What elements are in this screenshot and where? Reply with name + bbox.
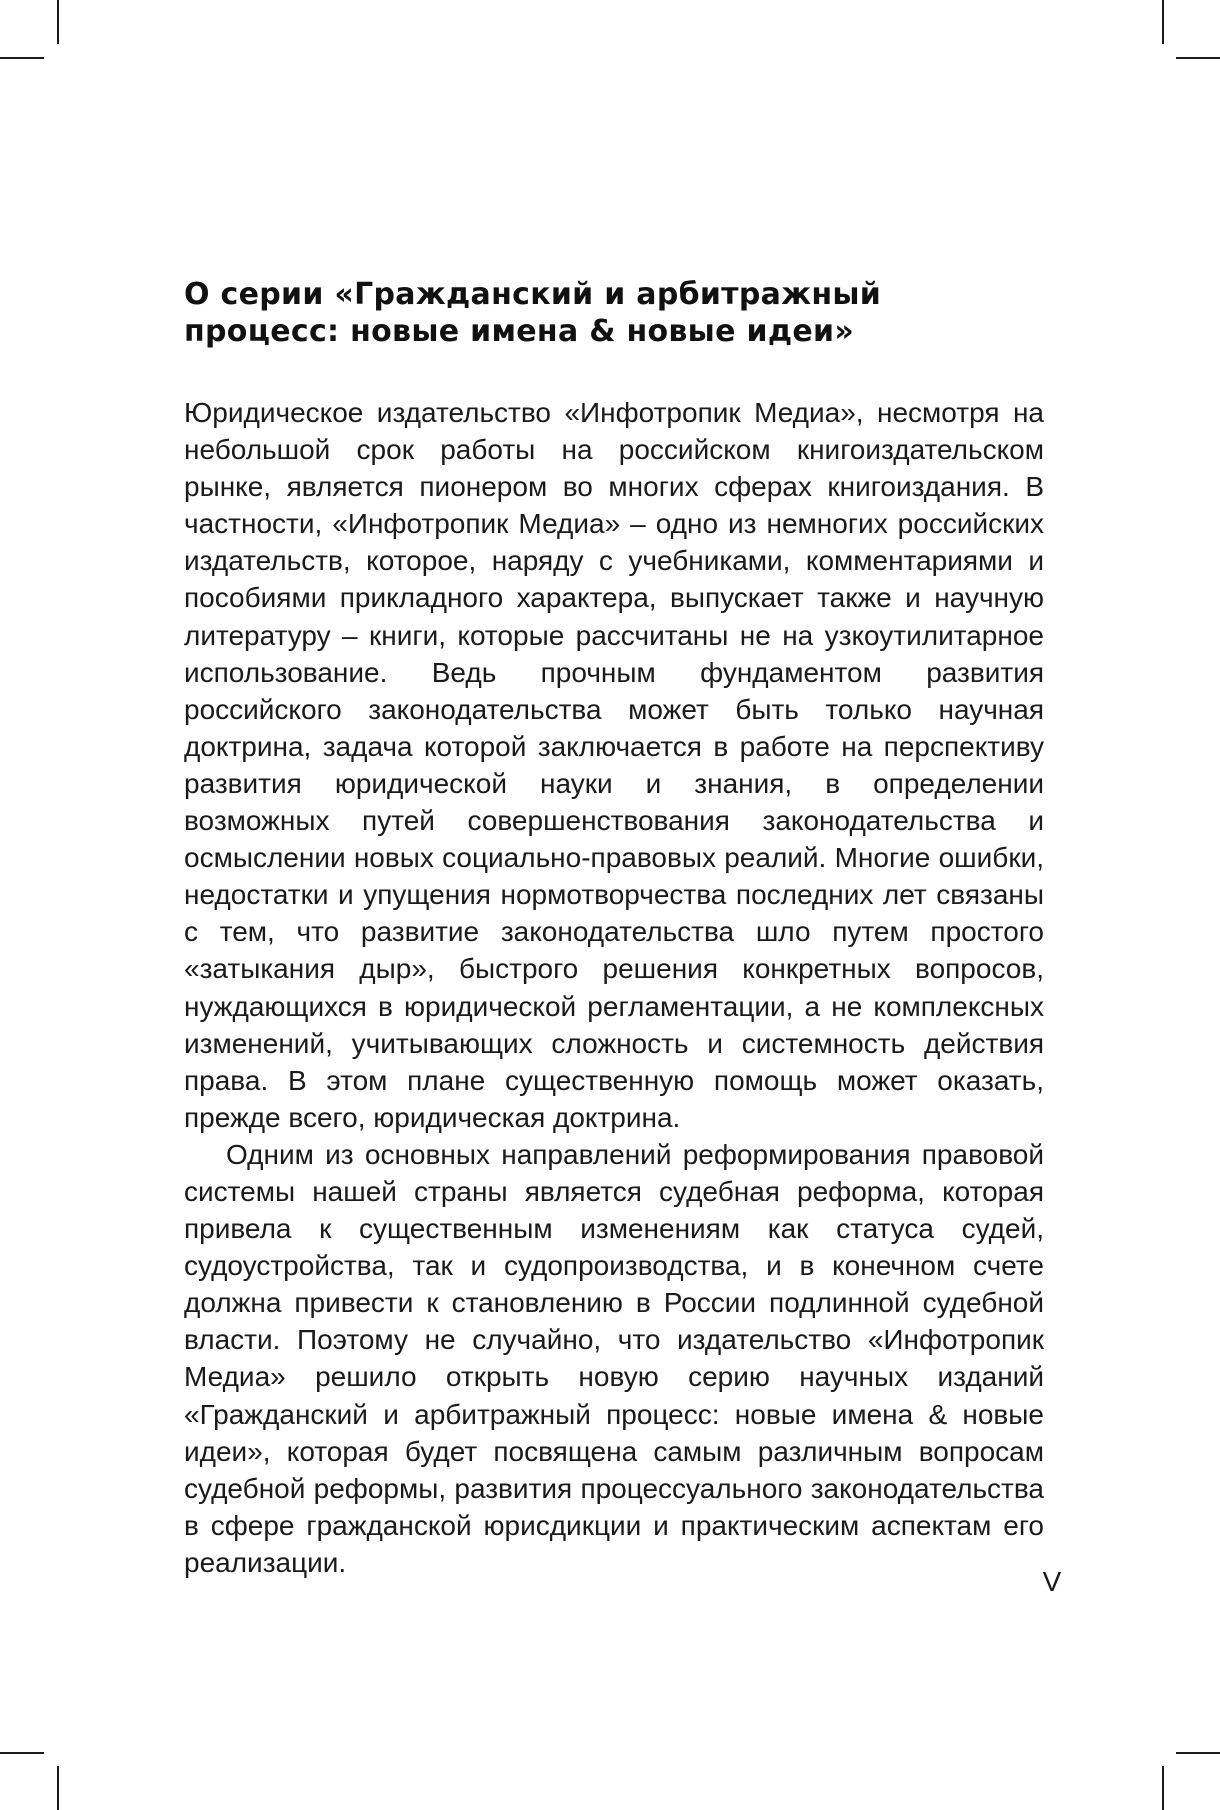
body-paragraph-1: Юридическое издательство «Инфотропик Медиа», несмотря на небольшой срок работы на российском книгоиздательском рынке, является пионером во многих сферах книгоиздания. В частности, «Инфотропик Медиа» – одно из немногих российских издательств, которое, наряду с учебниками, комментариями и пособиями прикладного характера, выпускает также и научную литературу – книги, которые рассчитаны не на узкоутилитарное использование. Ведь прочным фундаментом развития российского законодательства может быть только научная доктрина, задача которой заключается в работе на перспективу развития юридической науки и знания, в определении возможных путей совершенствования законодательства и осмыслении новых социально-правовых реалий. Многие ошибки, недостатки и упущения нормотворчества последних лет связаны с тем, что развитие законодательства шло путем простого «затыкания дыр», быстрого решения конкретных вопросов, нуждающихся в юридической регламентации, а не комплексных изменений, учитывающих сложность и системность действия права. В этом плане существенную помощь может оказать, прежде всего, юридическая доктрина. (184, 397, 1044, 1133)
body-paragraph-2: Одним из основных направлений реформирования правовой системы нашей страны является судебная реформа, которая привела к существенным изменениям как статуса судей, судоустройства, так и судопроизводства, и в конечном счете должна привести к становлению в России подлинной судебной власти. Поэтому не случайно, что издательство «Инфотропик Медиа» решило открыть новую серию научных изданий «Гражданский и арбитражный процесс: новые имена & новые идеи», которая будет посвящена самым различным вопросам судебной реформы, развития процессуального законодательства в сфере гражданской юрисдикции и практическим аспектам его реализации. (184, 1138, 1044, 1578)
section-title: О серии «Гражданский и арбитражный процесс: новые имена & новые идеи» (184, 277, 882, 349)
crop-mark-top-right-horizontal (1176, 57, 1220, 59)
crop-mark-bottom-left-horizontal (0, 1752, 44, 1754)
crop-mark-bottom-right-vertical (1162, 1766, 1164, 1810)
crop-mark-top-left-vertical (57, 0, 59, 44)
crop-mark-bottom-right-horizontal (1176, 1752, 1220, 1754)
page-number: V (1042, 1566, 1062, 1597)
crop-mark-bottom-left-vertical (57, 1766, 59, 1810)
crop-mark-top-left-horizontal (0, 57, 44, 59)
crop-mark-top-right-vertical (1162, 0, 1164, 44)
page-content (184, 276, 1044, 1581)
